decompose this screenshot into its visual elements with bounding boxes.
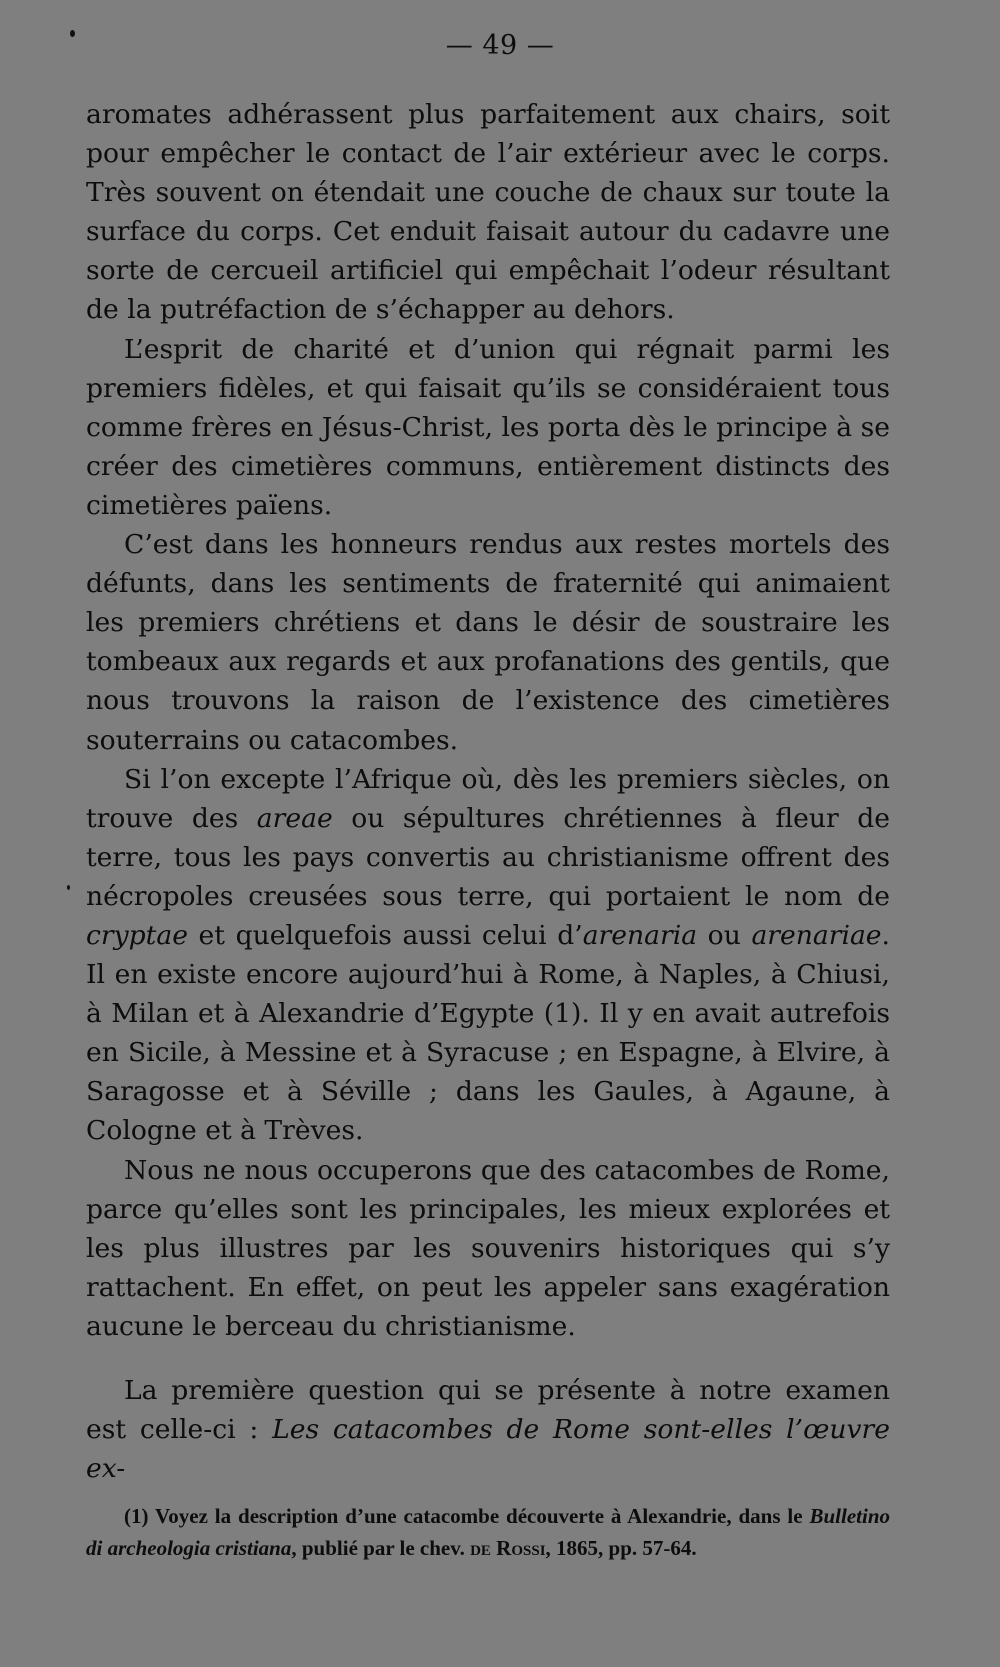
italic-term-arenaria: arenaria <box>582 919 698 951</box>
smallcaps-de: de <box>470 1536 491 1560</box>
paragraph-honneurs-rendus: C’est dans les honneurs rendus aux restes mortels des défunts, dans les sentiments de fraternité qui animaient les premiers chrétiens et dans le désir de soustraire les tombeaux aux regards et aux profanations des gentils, que nous trouvons la raison de l’existence des cimetières souterrains ou catacombes. <box>86 529 890 756</box>
paragraph-aromates: aromates adhérassent plus parfaitement aux chairs, soit pour empêcher le contact de l’air extérieur avec le corps. Très souvent on étendait une couche de chaux sur toute la surface du corps. Cet enduit faisait autour du cadavre une sorte de cercueil artificiel qui empêchait l’odeur résultant de la putréfaction de s’échapper au dehors. <box>86 99 890 326</box>
text-segment: , 1865, pp. 57-64. <box>545 1536 697 1560</box>
text-segment: (1) Voyez la description d’une catacombe découverte à Alexandrie, dans le <box>124 1504 810 1528</box>
paragraph-catacombes-de-rome: Nous ne nous occuperons que des catacombes de Rome, parce qu’elles sont les principales, les mieux explorées et les plus illustres par les souvenirs historiques qui s’y rattachent. En effet, on peut les appeler sans exagération aucune le berceau du christianisme. <box>86 1154 890 1342</box>
margin-ink-dot <box>67 885 70 890</box>
text-segment: et quelquefois aussi celui d’ <box>187 919 583 951</box>
text-segment: ou <box>697 919 752 951</box>
smallcaps-rossi: Rossi <box>496 1536 546 1560</box>
paragraph-esprit-de-charite: L’esprit de charité et d’union qui régnait parmi les premiers fidèles, et qui faisait qu’ils se considéraient tous comme frères en Jésus-Christ, les porta dès le principe à se créer des cimetières communs, entièrement distincts des cimetières païens. <box>86 333 890 521</box>
footnote <box>86 1500 890 1564</box>
text-segment: . Il en existe encore aujourd’hui à Rome, à Naples, à Chiusi, à Milan et à Alexandrie d’Egypte (1). Il y en avait autrefois en Sicile, à Messine et à Syracuse ; en Espagne, à Elvire, à Saragosse et à Séville ; dans les Gaules, à Agaune, à Cologne et à Trèves. <box>86 919 891 1147</box>
italic-term-areae: areae <box>256 802 333 834</box>
text-segment: La première question qui se présente à notre examen est celle-ci : <box>86 1375 890 1446</box>
italic-term-arenariae: arenariae <box>751 919 882 951</box>
body-text <box>86 95 890 1488</box>
text-segment: ou sépultures chrétiennes à fleur de terre, tous les pays convertis au christianisme offrent des nécropoles creusées sous terre, qui portaient le nom de <box>86 802 890 912</box>
text-segment: Si l’on excepte l’Afrique où, dès les premiers siècles, on trouve des <box>86 763 890 834</box>
paragraph-necropoles <box>86 760 890 1151</box>
italic-question: Les catacombes de Rome sont-elles l’œuvre ex- <box>86 1414 890 1485</box>
paragraph-premiere-question <box>86 1371 890 1488</box>
italic-title-bulletino: Bulletino di archeologia cristiana <box>86 1504 890 1560</box>
footnote-1 <box>86 1500 890 1564</box>
italic-term-cryptae: cryptae <box>86 919 188 951</box>
text-segment: , publié par le chev. <box>291 1536 471 1560</box>
page-number: — 49 — <box>445 30 555 61</box>
